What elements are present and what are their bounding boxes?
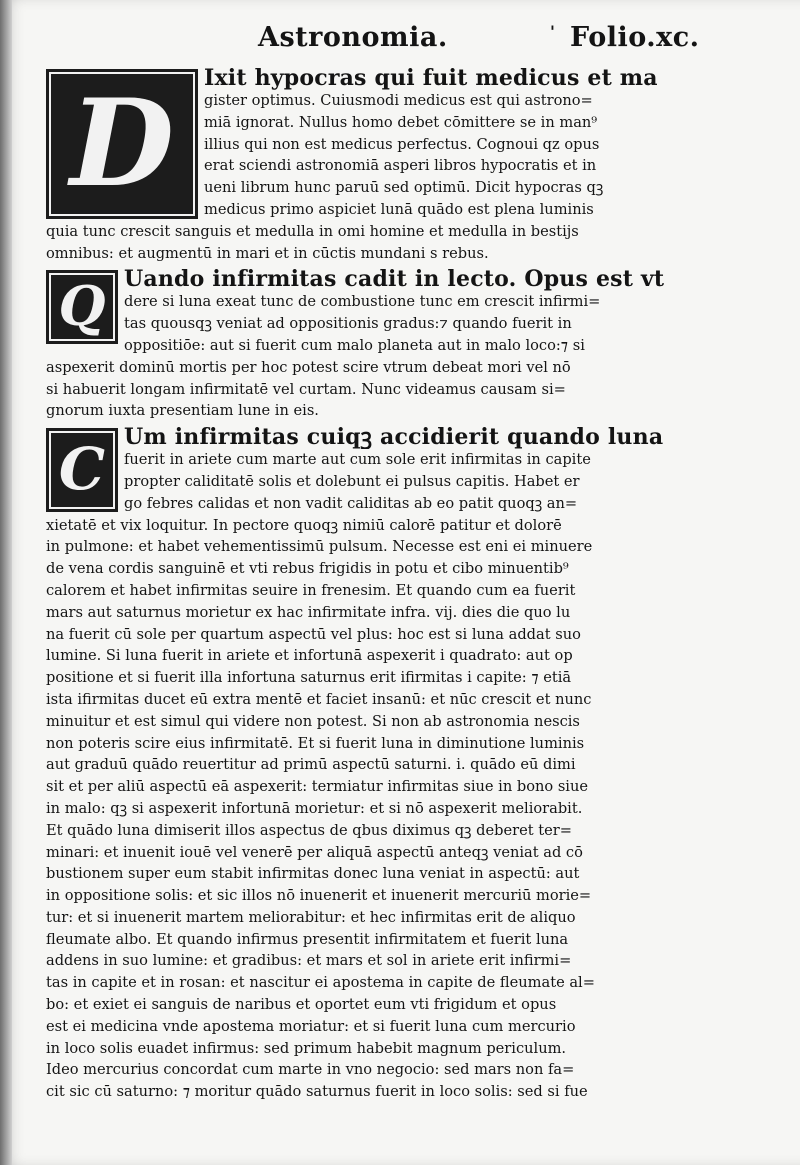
paragraph-lines — [46, 449, 682, 1103]
text-line: aspexerit dominū mortis per hoc potest scire vtrum debeat mori vel nō — [46, 358, 571, 376]
text-line: erat sciendi astronomiā asperi libros hypocratis et in — [204, 157, 597, 175]
text-line: oppositiōe: aut si fuerit cum malo planeta aut in malo loco:⁊ si — [124, 336, 585, 354]
folio-number: Folio.xc. — [570, 22, 700, 53]
text-line: propter caliditatē solis et dolebunt ei pulsus capitis. Habet er — [124, 472, 580, 490]
text-line: gister optimus. Cuiusmodi medicus est qui astrono= — [204, 92, 593, 109]
text-line: ueni librum hunc paruū sed optimū. Dicit hypocras qꝫ — [204, 179, 604, 197]
text-line: aut graduū quādo reuertitur ad primū aspectū saturni. i. quādo eū dimi — [46, 756, 576, 774]
text-line: bustionem super eum stabit infirmitas donec luna veniat in aspectū: aut — [46, 865, 580, 883]
decorated-initial-Q: Q — [46, 270, 118, 344]
text-line: fleumate albo. Et quando infirmus presentit infirmitatem et fuerit luna — [46, 930, 569, 948]
text-line: in pulmone: et habet vehementissimū pulsum. Necesse est eni ei minuere — [46, 538, 593, 556]
text-line: in loco solis euadet infirmus: sed primum habebit magnum periculum. — [46, 1039, 567, 1057]
text-line: xietatē et vix loquitur. In pectore quoqꝫ nimiū calorē patitur et dolorē — [46, 516, 562, 534]
text-line: minuitur et est simul qui videre non potest. Si non ab astronomia nescis — [46, 712, 580, 730]
text-line: Ideo mercurius concordat cum marte in vno negocio: sed mars non fa= — [46, 1061, 575, 1079]
paragraph-lines — [46, 291, 682, 422]
running-head — [0, 14, 800, 62]
text-line: illius qui non est medicus perfectus. Cognoui qz opus — [204, 135, 600, 153]
text-line: addens in suo lumine: et gradibus: et mars et sol in ariete erit infirmi= — [46, 952, 572, 970]
text-line: in malo: qꝫ si aspexerit infortunā morietur: et si nō aspexerit meliorabit. — [46, 799, 583, 817]
paragraph-lead-line: Um infirmitas cuiqꝫ accidierit quando luna — [124, 425, 664, 450]
main-text-block — [46, 66, 682, 1106]
text-line: cit sic cū saturno: ⁊ moritur quādo saturnus fuerit in loco solis: sed si fue — [46, 1083, 588, 1101]
text-line: omnibus: et augmentū in mari et in cūctis mundani s rebus. — [46, 244, 489, 262]
text-line: positione et si fuerit illa infortuna saturnus erit ifirmitas i capite: ⁊ etiā — [46, 669, 572, 687]
text-line: de vena cordis sanguinē et vti rebus frigidis in potu et cibo minuentib⁹ — [46, 560, 569, 578]
paragraph-lead-line: Uando infirmitas cadit in lecto. Opus est vt — [124, 267, 665, 292]
text-line: mars aut saturnus morietur ex hac infirmitate infra. vij. dies die quo lu — [46, 603, 571, 621]
text-line: lumine. Si luna fuerit in ariete et infortunā aspexerit i quadrato: aut op — [46, 647, 573, 665]
text-line: gnorum iuxta presentiam lune in eis. — [46, 402, 319, 420]
text-line: fuerit in ariete cum marte aut cum sole erit infirmitas in capite — [124, 451, 591, 469]
page-gutter-shadow — [0, 0, 12, 1165]
text-line: dere si luna exeat tunc de combustione tunc em crescit infirmi= — [124, 293, 601, 311]
text-line: calorem et habet infirmitas seuire in frenesim. Et quando cum ea fuerit — [46, 581, 576, 599]
text-line: sit et per aliū aspectū eā aspexerit: termiatur infirmitas siue in bono siue — [46, 778, 589, 796]
text-line: tas quousqꝫ veniat ad oppositionis gradus:⁊ quando fuerit in — [124, 315, 572, 333]
text-line: go febres calidas et non vadit caliditas ab eo patit quoqꝫ an= — [124, 494, 578, 512]
text-line: medicus primo aspiciet lunā quādo est plena luminis — [204, 200, 594, 218]
text-line: quia tunc crescit sanguis et medulla in omi homine et medulla in bestijs — [46, 222, 579, 240]
decorated-initial-D: D — [46, 69, 198, 219]
text-line: Et quādo luna dimiserit illos aspectus de qbus diximus qꝫ deberet ter= — [46, 821, 572, 839]
text-line: in oppositione solis: et sic illos nō inuenerit et inuenerit mercuriū morie= — [46, 887, 592, 905]
running-head-mark: ' — [550, 22, 555, 41]
text-line: est ei medicina vnde apostema moriatur: et si fuerit luna cum mercurio — [46, 1017, 576, 1035]
text-line: ista ifirmitas ducet eū extra mentē et faciet insanū: et nūc crescit et nunc — [46, 690, 592, 708]
text-line: si habuerit longam infirmitatē vel curtam. Nunc videamus causam si= — [46, 380, 566, 398]
paragraph-dixit — [46, 66, 682, 264]
paragraph-quando — [46, 267, 682, 422]
text-line: bo: et exiet ei sanguis de naribus et oportet eum vti frigidum et opus — [46, 996, 557, 1014]
text-line: non poteris scire eius infirmitatē. Et si fuerit luna in diminutione luminis — [46, 734, 585, 752]
text-line: minari: et inuenit iouē vel venerē per aliquā aspectū anteqꝫ veniat ad cō — [46, 843, 583, 861]
text-line: tas in capite et in rosan: et nascitur ei apostema in capite de fleumate al= — [46, 974, 595, 992]
text-line: miā ignorat. Nullus homo debet cōmittere se in man⁹ — [204, 113, 598, 131]
running-head-title: Astronomia. — [258, 22, 448, 53]
paragraph-cum — [46, 425, 682, 1103]
decorated-initial-C: C — [46, 428, 118, 512]
text-line: tur: et si inuenerit martem meliorabitur: et hec infirmitas erit de aliquo — [46, 908, 576, 926]
text-line: na fuerit cū sole per quartum aspectū vel plus: hoc est si luna addat suo — [46, 625, 581, 643]
paragraph-lead-line: Ixit hypocras qui fuit medicus et ma — [204, 66, 658, 90]
